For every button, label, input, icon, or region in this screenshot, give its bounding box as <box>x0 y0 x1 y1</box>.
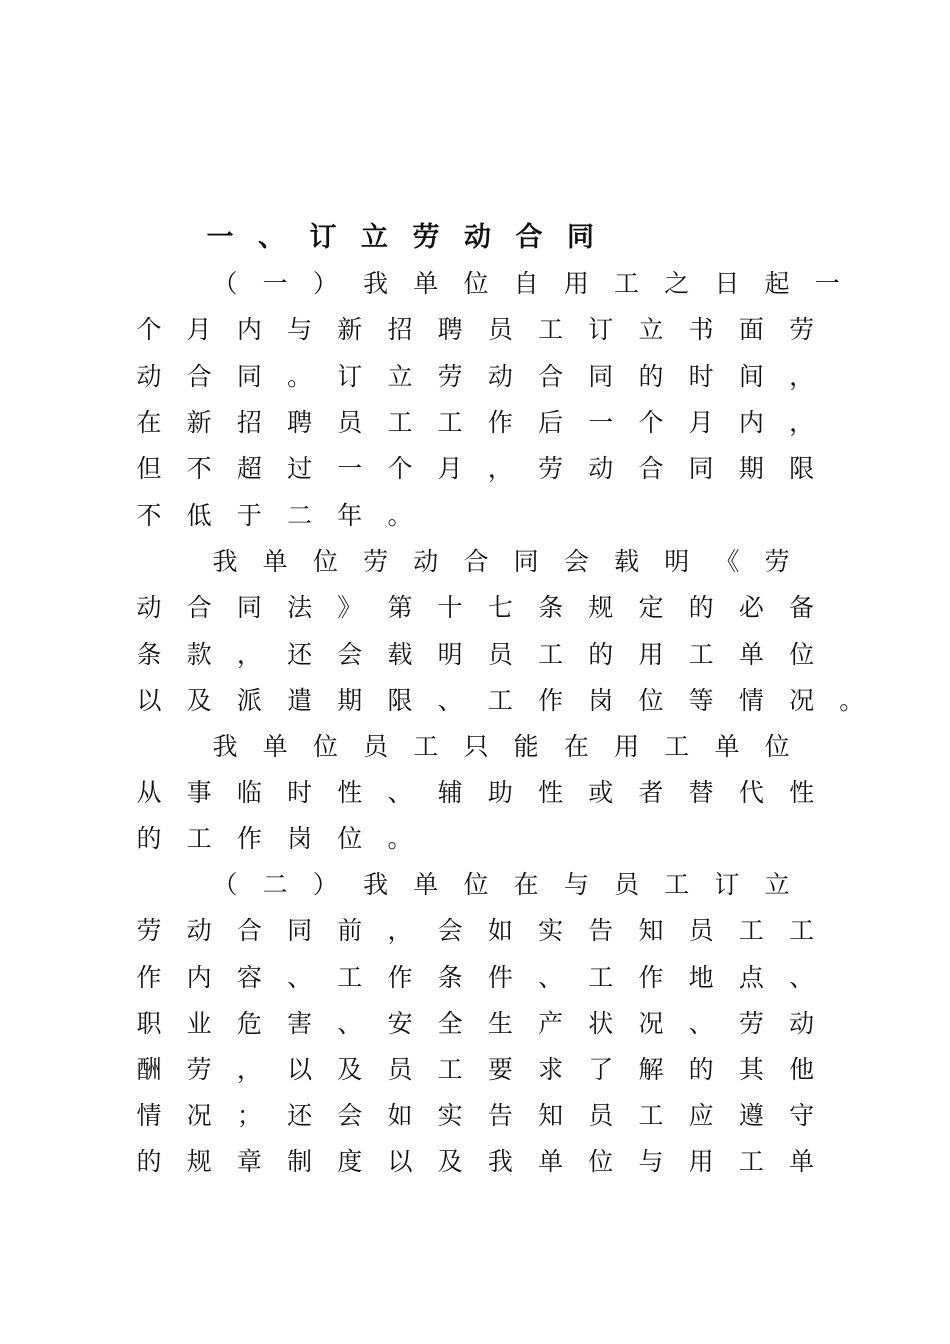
text-char: 守 <box>789 1101 815 1130</box>
section-heading <box>0 218 950 258</box>
text-char: 会 <box>563 547 589 576</box>
text-char: 单 <box>714 732 740 761</box>
text-char: 同 <box>567 222 594 253</box>
text-char: 位 <box>789 640 815 669</box>
text-char: 会 <box>337 640 363 669</box>
paragraph-line <box>0 911 950 951</box>
text-char: ， <box>236 640 262 669</box>
text-char: 聘 <box>437 315 463 344</box>
text-char: 立 <box>764 870 790 899</box>
text-char: 明 <box>437 640 463 669</box>
text-char: 合 <box>463 547 489 576</box>
text-char: 工 <box>614 269 640 298</box>
text-char: 我 <box>212 547 238 576</box>
text-char: 、 <box>437 686 463 715</box>
text-char: 工 <box>664 732 690 761</box>
text-char: 一 <box>206 222 234 253</box>
text-char: 件 <box>487 963 513 992</box>
text-char: 替 <box>688 778 714 807</box>
paragraph-line <box>0 681 950 721</box>
text-char: 还 <box>287 1101 313 1130</box>
paragraph-line <box>0 635 950 675</box>
text-char: 合 <box>186 362 212 391</box>
text-char: 我 <box>363 269 389 298</box>
text-char: 事 <box>186 778 212 807</box>
text-char: 告 <box>588 916 614 945</box>
text-char: 派 <box>236 686 262 715</box>
text-char: 其 <box>738 1055 764 1084</box>
paragraph-line <box>0 542 950 582</box>
text-char: 同 <box>588 362 614 391</box>
text-char: 知 <box>638 916 664 945</box>
text-char: ， <box>387 916 413 945</box>
text-char: 定 <box>638 593 664 622</box>
text-char: 位 <box>337 824 363 853</box>
text-char: 代 <box>738 778 764 807</box>
text-char: 一 <box>262 269 288 298</box>
text-char: 位 <box>463 870 489 899</box>
text-char: 的 <box>588 640 614 669</box>
text-char: 安 <box>387 1009 413 1038</box>
text-char: 容 <box>236 963 262 992</box>
text-char: 员 <box>588 1101 614 1130</box>
text-char: 月 <box>437 454 463 483</box>
text-char: 订 <box>337 362 363 391</box>
text-char: 招 <box>236 408 262 437</box>
text-char: 动 <box>186 916 212 945</box>
text-char: 危 <box>236 1009 262 1038</box>
text-char: 制 <box>287 1147 313 1176</box>
text-char: 与 <box>287 315 313 344</box>
text-char: 订 <box>588 315 614 344</box>
text-char: 订 <box>309 222 337 253</box>
text-char: 工 <box>437 408 463 437</box>
text-char: 七 <box>487 593 513 622</box>
text-char: 新 <box>186 408 212 437</box>
text-char: 订 <box>714 870 740 899</box>
text-char: 员 <box>688 916 714 945</box>
text-char: 条 <box>136 640 162 669</box>
text-char: 单 <box>262 732 288 761</box>
paragraph-line <box>0 449 950 489</box>
text-char: 必 <box>738 593 764 622</box>
text-char: 作 <box>387 963 413 992</box>
text-char: ， <box>487 454 513 483</box>
text-char: 告 <box>487 1101 513 1130</box>
text-char: ） <box>312 269 338 298</box>
text-char: 工 <box>487 686 513 715</box>
text-char: 间 <box>738 362 764 391</box>
text-char: 工 <box>638 1101 664 1130</box>
text-char: 条 <box>437 963 463 992</box>
text-char: 情 <box>738 686 764 715</box>
text-char: 工 <box>588 963 614 992</box>
text-char: 同 <box>688 454 714 483</box>
text-char: 用 <box>638 640 664 669</box>
text-char: 只 <box>463 732 489 761</box>
text-char: 合 <box>186 593 212 622</box>
text-char: 前 <box>337 916 363 945</box>
text-char: 及 <box>186 686 212 715</box>
text-char: 单 <box>738 640 764 669</box>
paragraph-line <box>0 958 950 998</box>
text-char: 第 <box>387 593 413 622</box>
text-char: 。 <box>387 501 413 530</box>
text-char: 员 <box>387 1055 413 1084</box>
text-char: 二 <box>287 501 313 530</box>
paragraph-line <box>0 1096 950 1136</box>
text-char: 应 <box>688 1101 714 1130</box>
text-char: 作 <box>638 963 664 992</box>
text-char: 产 <box>538 1009 564 1038</box>
text-char: 等 <box>688 686 714 715</box>
text-char: 合 <box>538 362 564 391</box>
text-char: 况 <box>789 686 815 715</box>
text-char: 明 <box>664 547 690 576</box>
paragraph-line <box>0 1050 950 1090</box>
text-char: 位 <box>463 269 489 298</box>
text-char: 位 <box>312 547 338 576</box>
paragraph-line <box>0 819 950 859</box>
text-char: 面 <box>738 315 764 344</box>
text-char: 工 <box>387 408 413 437</box>
text-char: 酬 <box>136 1055 162 1084</box>
text-char: 自 <box>513 269 539 298</box>
text-char: 年 <box>337 501 363 530</box>
text-char: 临 <box>236 778 262 807</box>
text-char: 以 <box>387 1147 413 1176</box>
text-char: 《 <box>714 547 740 576</box>
text-char: 他 <box>789 1055 815 1084</box>
paragraph-line <box>0 357 950 397</box>
text-char: 作 <box>538 686 564 715</box>
text-char: 实 <box>538 916 564 945</box>
text-char: 员 <box>363 732 389 761</box>
text-char: 内 <box>186 963 212 992</box>
text-char: 不 <box>136 501 162 530</box>
text-char: 过 <box>287 454 313 483</box>
text-char: 知 <box>538 1101 564 1130</box>
text-char: 单 <box>262 547 288 576</box>
text-char: 遣 <box>287 686 313 715</box>
text-char: 动 <box>413 547 439 576</box>
text-char: 期 <box>738 454 764 483</box>
text-char: 内 <box>236 315 262 344</box>
text-char: 在 <box>136 408 162 437</box>
text-char: 性 <box>337 778 363 807</box>
text-char: 作 <box>487 408 513 437</box>
text-char: 动 <box>487 362 513 391</box>
text-char: 内 <box>738 408 764 437</box>
text-char: 位 <box>638 686 664 715</box>
text-char: 工 <box>789 916 815 945</box>
text-char: 动 <box>789 1009 815 1038</box>
paragraph-line <box>0 310 950 350</box>
text-char: 十 <box>437 593 463 622</box>
text-char: 或 <box>588 778 614 807</box>
text-char: 立 <box>361 222 388 253</box>
paragraph-line <box>0 1142 950 1182</box>
text-char: 的 <box>688 1055 714 1084</box>
text-char: 遵 <box>738 1101 764 1130</box>
text-char: 、 <box>287 963 313 992</box>
paragraph-line <box>0 588 950 628</box>
text-char: 如 <box>487 916 513 945</box>
text-char: 如 <box>387 1101 413 1130</box>
text-char: 之 <box>664 269 690 298</box>
text-char: 我 <box>363 870 389 899</box>
text-char: 同 <box>236 593 262 622</box>
text-char: 、 <box>387 778 413 807</box>
text-char: 要 <box>487 1055 513 1084</box>
text-char: 劳 <box>136 916 162 945</box>
text-char: 位 <box>764 732 790 761</box>
text-char: 限 <box>789 454 815 483</box>
text-char: 用 <box>688 1147 714 1176</box>
text-char: 时 <box>287 778 313 807</box>
paragraph-line <box>0 727 950 767</box>
text-char: 岗 <box>287 824 313 853</box>
text-char: 动 <box>588 454 614 483</box>
text-char: 动 <box>464 222 491 253</box>
text-char: 工 <box>337 963 363 992</box>
text-char: 在 <box>513 870 539 899</box>
text-char: 位 <box>312 732 338 761</box>
text-char: 条 <box>538 593 564 622</box>
text-char: 一 <box>814 269 840 298</box>
text-char: 工 <box>186 824 212 853</box>
text-char: 、 <box>688 1009 714 1038</box>
text-char: 劳 <box>789 315 815 344</box>
text-char: 款 <box>186 640 212 669</box>
text-char: 于 <box>236 501 262 530</box>
text-char: 期 <box>337 686 363 715</box>
text-char: 工 <box>738 1147 764 1176</box>
text-char: 况 <box>638 1009 664 1038</box>
text-char: 及 <box>437 1147 463 1176</box>
text-char: 二 <box>262 870 288 899</box>
text-char: 劳 <box>538 454 564 483</box>
text-char: 位 <box>588 1147 614 1176</box>
text-char: 以 <box>136 686 162 715</box>
text-char: 法 <box>287 593 313 622</box>
text-char: 还 <box>287 640 313 669</box>
text-char: 在 <box>563 732 589 761</box>
text-char: 、 <box>789 963 815 992</box>
paragraph-line <box>0 865 950 905</box>
text-char: ） <box>312 870 338 899</box>
text-char: 实 <box>437 1101 463 1130</box>
paragraph-line <box>0 264 950 304</box>
text-char: 情 <box>136 1101 162 1130</box>
text-char: 工 <box>688 640 714 669</box>
text-char: 的 <box>688 593 714 622</box>
text-char: 规 <box>186 1147 212 1176</box>
paragraph-line <box>0 1004 950 1044</box>
text-char: 及 <box>337 1055 363 1084</box>
text-char: 备 <box>789 593 815 622</box>
text-char: 一 <box>337 454 363 483</box>
text-char: 合 <box>515 222 543 253</box>
paragraph-line <box>0 403 950 443</box>
text-char: 劳 <box>437 362 463 391</box>
text-char: 者 <box>638 778 664 807</box>
text-char: 工 <box>538 640 564 669</box>
text-char: 我 <box>487 1147 513 1176</box>
text-char: 全 <box>437 1009 463 1038</box>
text-char: 但 <box>136 454 162 483</box>
text-char: 。 <box>387 824 413 853</box>
text-char: 低 <box>186 501 212 530</box>
text-char: ， <box>789 408 815 437</box>
text-char: 单 <box>413 870 439 899</box>
text-char: 。 <box>839 686 865 715</box>
text-char: 与 <box>563 870 589 899</box>
text-char: 助 <box>487 778 513 807</box>
text-char: 同 <box>236 362 262 391</box>
text-char: 与 <box>638 1147 664 1176</box>
text-char: （ <box>212 269 238 298</box>
text-char: 能 <box>513 732 539 761</box>
text-char: 单 <box>789 1147 815 1176</box>
text-char: 合 <box>236 916 262 945</box>
text-char: 劳 <box>412 222 440 253</box>
text-char: 工 <box>437 1055 463 1084</box>
text-char: 个 <box>387 454 413 483</box>
text-char: ， <box>236 1055 262 1084</box>
text-char: 合 <box>638 454 664 483</box>
text-char: 员 <box>614 870 640 899</box>
text-char: 辅 <box>437 778 463 807</box>
text-char: 一 <box>588 408 614 437</box>
text-char: ； <box>236 1101 262 1130</box>
text-char: 解 <box>638 1055 664 1084</box>
text-char: 立 <box>638 315 664 344</box>
text-char: （ <box>212 870 238 899</box>
text-char: 劳 <box>363 547 389 576</box>
text-char: 个 <box>136 315 162 344</box>
text-char: 日 <box>714 269 740 298</box>
text-char: 性 <box>538 778 564 807</box>
text-char: 单 <box>538 1147 564 1176</box>
text-char: 从 <box>136 778 162 807</box>
text-char: 地 <box>688 963 714 992</box>
text-char: 点 <box>738 963 764 992</box>
text-char: 聘 <box>287 408 313 437</box>
text-char: 书 <box>688 315 714 344</box>
text-char: 会 <box>437 916 463 945</box>
text-char: 工 <box>738 916 764 945</box>
text-char: 工 <box>664 870 690 899</box>
text-char: 劳 <box>186 1055 212 1084</box>
text-char: 立 <box>387 362 413 391</box>
text-char: 月 <box>186 315 212 344</box>
text-char: 超 <box>236 454 262 483</box>
text-char: 工 <box>413 732 439 761</box>
text-char: 的 <box>136 824 162 853</box>
text-char: 性 <box>789 778 815 807</box>
text-char: 时 <box>688 362 714 391</box>
text-char: 月 <box>688 408 714 437</box>
text-char: 况 <box>186 1101 212 1130</box>
text-char: 新 <box>337 315 363 344</box>
text-char: 业 <box>186 1009 212 1038</box>
text-char: 职 <box>136 1009 162 1038</box>
text-char: 用 <box>614 732 640 761</box>
text-char: 、 <box>538 963 564 992</box>
text-char: 员 <box>487 640 513 669</box>
text-char: 员 <box>487 315 513 344</box>
text-char: 同 <box>287 916 313 945</box>
text-char: 害 <box>287 1009 313 1038</box>
text-char: 招 <box>387 315 413 344</box>
text-char: 个 <box>638 408 664 437</box>
text-char: 限 <box>387 686 413 715</box>
text-char: 作 <box>236 824 262 853</box>
text-char: 度 <box>337 1147 363 1176</box>
text-char: 。 <box>287 362 313 391</box>
text-char: 后 <box>538 408 564 437</box>
text-char: 劳 <box>738 1009 764 1038</box>
text-char: 工 <box>538 315 564 344</box>
text-char: 》 <box>337 593 363 622</box>
text-char: 劳 <box>764 547 790 576</box>
text-char: 同 <box>513 547 539 576</box>
text-char: 动 <box>136 362 162 391</box>
text-char: 作 <box>136 963 162 992</box>
text-char: 、 <box>258 222 285 253</box>
text-char: 、 <box>337 1009 363 1038</box>
text-char: 载 <box>387 640 413 669</box>
text-char: 起 <box>764 269 790 298</box>
text-char: 岗 <box>588 686 614 715</box>
text-char: 会 <box>337 1101 363 1130</box>
text-char: 的 <box>136 1147 162 1176</box>
text-char: 状 <box>588 1009 614 1038</box>
text-char: 员 <box>337 408 363 437</box>
text-char: 不 <box>186 454 212 483</box>
text-char: 章 <box>236 1147 262 1176</box>
paragraph-line <box>0 496 950 536</box>
paragraph-line <box>0 773 950 813</box>
text-char: 求 <box>538 1055 564 1084</box>
text-char: 动 <box>136 593 162 622</box>
text-char: 用 <box>563 269 589 298</box>
text-char: 规 <box>588 593 614 622</box>
text-char: 单 <box>413 269 439 298</box>
text-char: 载 <box>614 547 640 576</box>
text-char: 了 <box>588 1055 614 1084</box>
text-char: 的 <box>638 362 664 391</box>
text-char: 我 <box>212 732 238 761</box>
text-char: 以 <box>287 1055 313 1084</box>
text-char: 生 <box>487 1009 513 1038</box>
text-char: ， <box>789 362 815 391</box>
